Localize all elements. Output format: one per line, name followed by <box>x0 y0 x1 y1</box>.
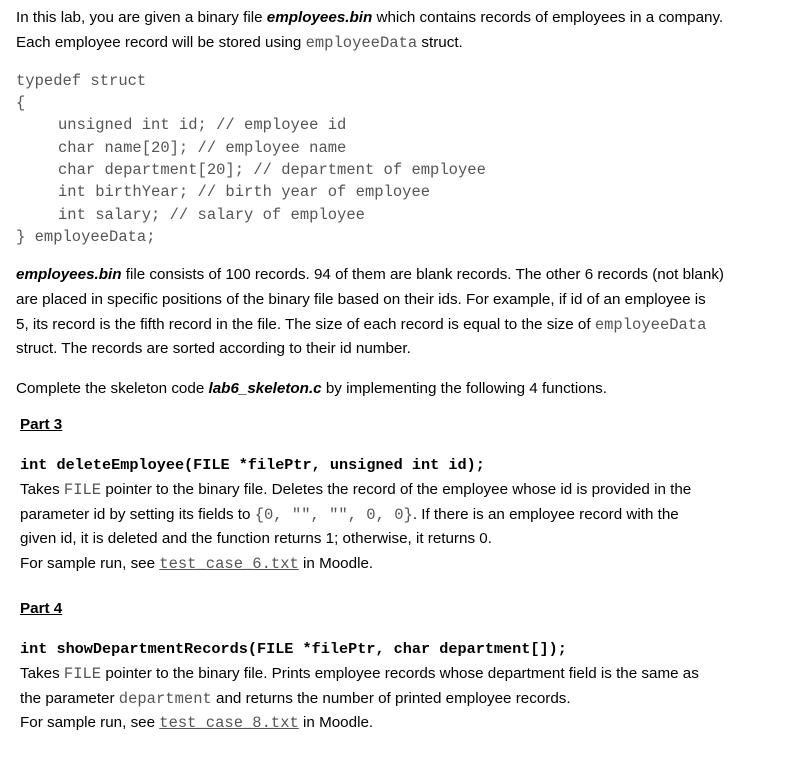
part3-text: in Moodle. <box>298 555 374 572</box>
complete-text: Complete the skeleton code <box>16 380 209 397</box>
part4-text: and returns the number of printed employee records. <box>211 690 571 707</box>
desc-text: file consists of 100 records. 94 of them are blank records. The other 6 records (not blank) <box>121 266 724 283</box>
part4-line-1 <box>20 664 699 684</box>
intro-text: Each employee record will be stored using <box>16 34 306 51</box>
part3-signature: int deleteEmployee(FILE *filePtr, unsigned int id); <box>20 456 485 474</box>
part4-text: Takes <box>20 665 64 682</box>
code-line: unsigned int id; // employee id <box>58 116 347 134</box>
test-case-file: test_case_8.txt <box>159 714 299 732</box>
desc-line-3 <box>16 315 706 335</box>
code-line: int birthYear; // birth year of employee <box>58 183 431 201</box>
code-line: char department[20]; // department of employee <box>58 161 486 179</box>
inline-code: FILE <box>63 481 102 499</box>
code-line: typedef struct <box>16 72 147 90</box>
desc-line-1 <box>16 265 724 285</box>
code-line: { <box>16 94 26 112</box>
inline-code: department <box>118 690 212 708</box>
part3-heading: Part 3 <box>20 416 63 433</box>
code-line: int salary; // salary of employee <box>58 206 365 224</box>
complete-text: by implementing the following 4 functions. <box>321 380 607 397</box>
part3-text: For sample run, see <box>20 555 160 572</box>
part3-text: parameter id by setting its fields to <box>20 506 255 523</box>
part4-line-3 <box>20 713 373 733</box>
desc-text: 5, its record is the fifth record in the file. The size of each record is equal to the size of <box>16 316 595 333</box>
part4-line-2 <box>20 689 571 709</box>
desc-line-4: struct. The records are sorted according to their id number. <box>16 340 411 357</box>
part4-text: the parameter <box>20 690 119 707</box>
intro-text: In this lab, you are given a binary file <box>16 9 267 26</box>
intro-text: which contains records of employees in a company. <box>372 9 724 26</box>
part3-line-3: given id, it is deleted and the function returns 1; otherwise, it returns 0. <box>20 530 492 547</box>
desc-line-2: are placed in specific positions of the binary file based on their ids. For example, if id of an employee is <box>16 291 706 308</box>
intro-text: struct. <box>417 34 463 51</box>
code-line: char name[20]; // employee name <box>58 139 347 157</box>
part3-line-2 <box>20 505 679 525</box>
part3-text: pointer to the binary file. Deletes the record of the employee whose id is provided in the <box>101 481 692 498</box>
complete-line <box>16 379 607 399</box>
intro-line-2 <box>16 33 463 53</box>
part3-text: . If there is an employee record with the <box>412 506 679 523</box>
code-line: } employeeData; <box>16 228 156 246</box>
inline-code: {0, "", "", 0, 0} <box>254 506 413 524</box>
part4-heading: Part 4 <box>20 600 63 617</box>
part4-signature: int showDepartmentRecords(FILE *filePtr, char department[]); <box>20 640 567 658</box>
file-name: employees.bin <box>266 9 373 26</box>
inline-code: employeeData <box>305 34 418 52</box>
part3-line-1 <box>20 480 691 500</box>
file-name: employees.bin <box>16 266 122 283</box>
part3-line-4 <box>20 554 373 574</box>
part4-text: pointer to the binary file. Prints employee records whose department field is the same as <box>101 665 699 682</box>
test-case-file: test_case_6.txt <box>159 555 299 573</box>
intro-line-1 <box>16 8 723 28</box>
part3-text: Takes <box>20 481 64 498</box>
part4-text: For sample run, see <box>20 714 160 731</box>
inline-code: employeeData <box>594 316 707 334</box>
inline-code: FILE <box>63 665 102 683</box>
file-name: lab6_skeleton.c <box>208 380 322 397</box>
part4-text: in Moodle. <box>298 714 374 731</box>
